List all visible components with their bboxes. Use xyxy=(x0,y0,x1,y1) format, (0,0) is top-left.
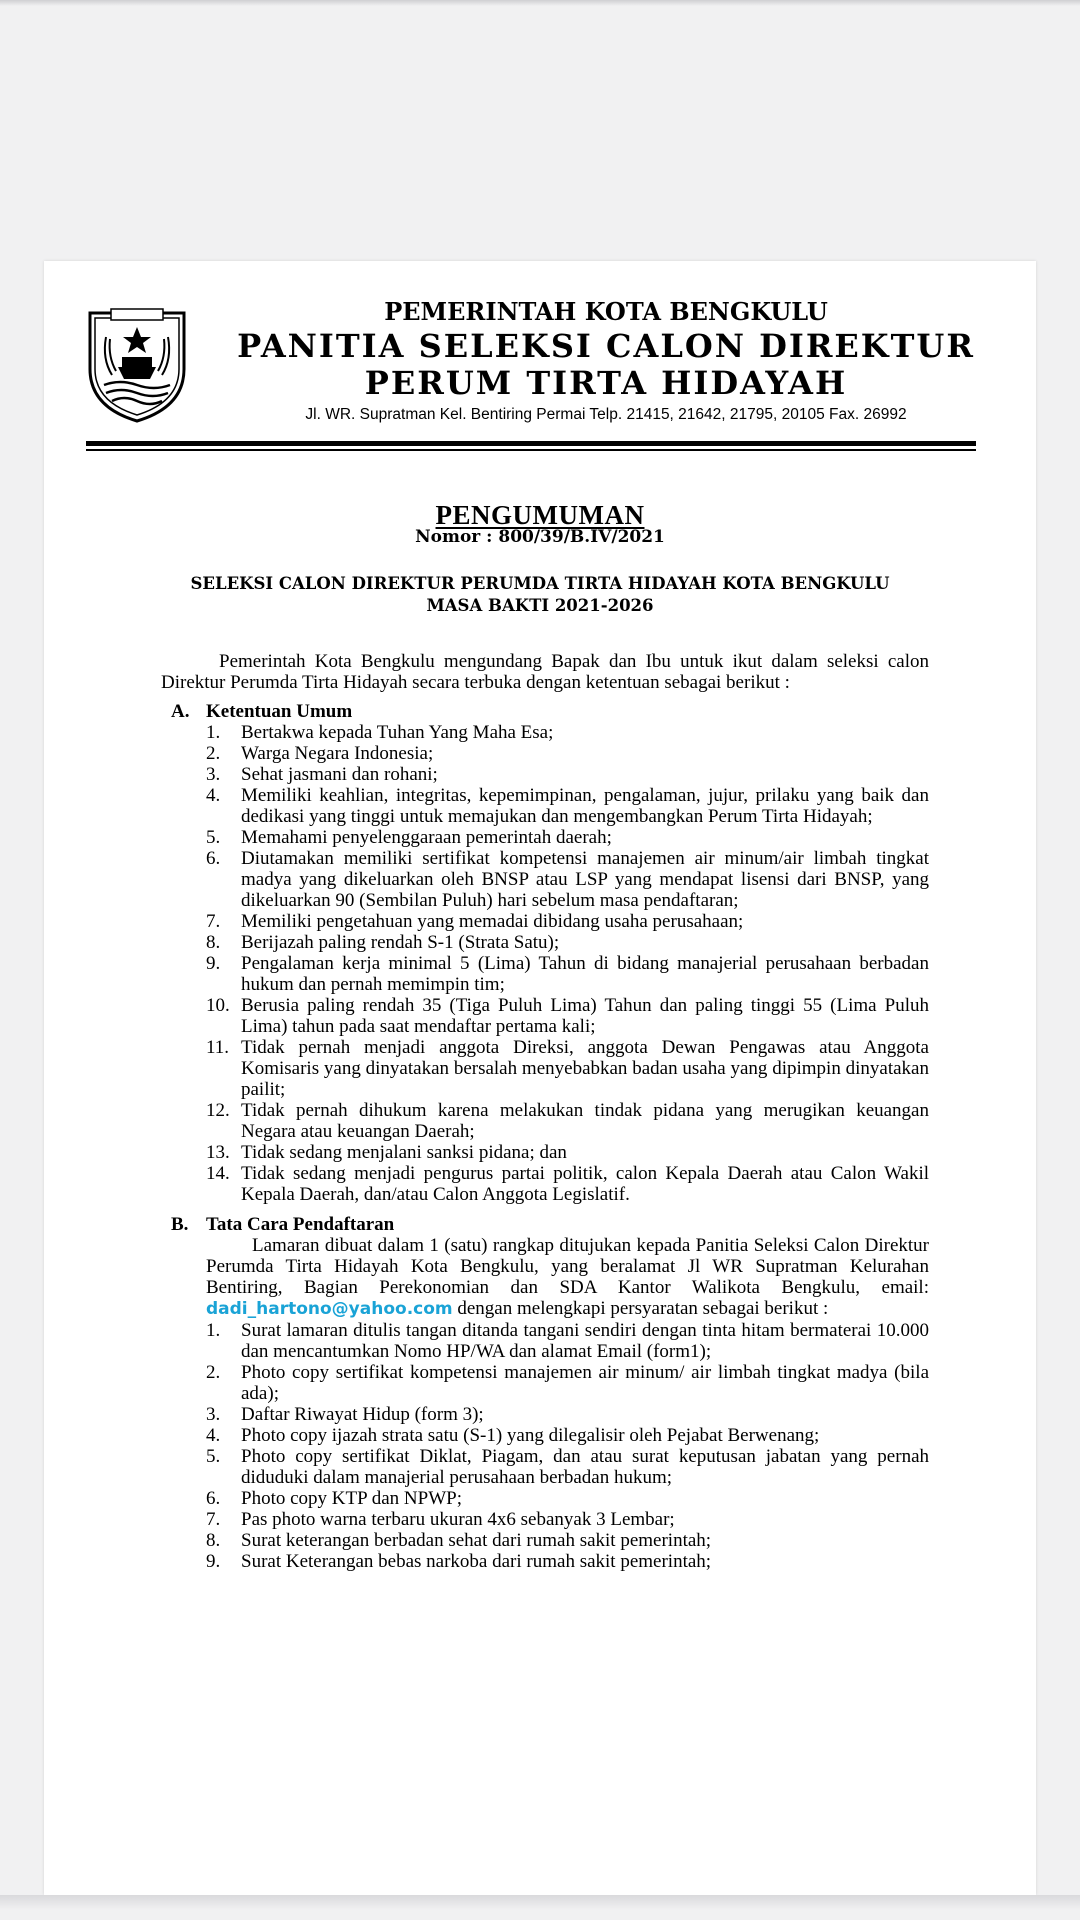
list-item-text: Berusia paling rendah 35 (Tiga Puluh Lima) Tahun dan paling tinggi 55 (Lima Puluh Lima) tahun pada saat mendaftar pertama kali; xyxy=(241,995,929,1037)
list-item-text: Tidak sedang menjalani sanksi pidana; dan xyxy=(241,1142,567,1163)
list-item-number: 9. xyxy=(206,953,221,974)
letterhead-address: Jl. WR. Supratman Kel. Bentiring Permai Telp. 21415, 21642, 21795, 20105 Fax. 26992 xyxy=(305,406,907,423)
list-item-number: 6. xyxy=(206,1488,221,1509)
list-item-text: Pas photo warna terbaru ukuran 4x6 sebanyak 3 Lembar; xyxy=(241,1509,675,1530)
list-item xyxy=(161,1163,929,1205)
subject-line-1: SELEKSI CALON DIREKTUR PERUMDA TIRTA HIDAYAH KOTA BENGKULU xyxy=(190,574,890,593)
list-item xyxy=(161,953,929,995)
list-item xyxy=(161,848,929,911)
list-item-text: Photo copy ijazah strata satu (S-1) yang dilegalisir oleh Pejabat Berwenang; xyxy=(241,1425,820,1446)
list-item xyxy=(161,1551,929,1572)
list-item-number: 10. xyxy=(206,995,230,1016)
list-item xyxy=(161,743,929,764)
list-item-number: 11. xyxy=(206,1037,230,1058)
city-emblem-logo xyxy=(84,299,190,425)
list-item xyxy=(161,932,929,953)
list-item-text: Pengalaman kerja minimal 5 (Lima) Tahun di bidang manajerial perusahaan berbadan hukum dan pernah memimpin tim; xyxy=(241,953,929,995)
list-item-text: Daftar Riwayat Hidup (form 3); xyxy=(241,1404,484,1425)
letterhead-committee: PANITIA SELEKSI CALON DIREKTUR xyxy=(237,327,975,365)
list-item-number: 8. xyxy=(206,932,221,953)
list-item-number: 2. xyxy=(206,1362,221,1383)
viewer-top-shadow xyxy=(0,0,1080,6)
document-body xyxy=(161,651,929,1572)
list-item-text: Photo copy KTP dan NPWP; xyxy=(241,1488,462,1509)
section-a-heading xyxy=(161,701,929,722)
section-a-title: Ketentuan Umum xyxy=(206,701,353,722)
list-item xyxy=(161,722,929,743)
letterhead-rule-thick xyxy=(86,441,976,446)
list-item-text: Diutamakan memiliki sertifikat kompetensi manajemen air minum/air limbah tingkat madya yang dikeluarkan oleh BNSP atau LSP yang mendapat lisensi dari BNSP, yang dikeluarkan 90 (Sembilan Puluh) hari sebelum masa pendaftaran; xyxy=(241,848,929,911)
announcement-number: Nomor : 800/39/B.IV/2021 xyxy=(415,527,665,547)
list-item-text: Tidak sedang menjadi pengurus partai politik, calon Kepala Daerah atau Calon Wakil Kepala Daerah, dan/atau Calon Anggota Legislatif. xyxy=(241,1163,929,1205)
list-item-text: Memahami penyelenggaraan pemerintah daerah; xyxy=(241,827,612,848)
intro-paragraph: Pemerintah Kota Bengkulu mengundang Bapak dan Ibu untuk ikut dalam seleksi calon Direktur Perumda Tirta Hidayah secara terbuka dengan ketentuan sebagai berikut : xyxy=(161,651,929,693)
section-b-title: Tata Cara Pendaftaran xyxy=(206,1214,395,1235)
list-item-text: Memiliki keahlian, integritas, kepemimpinan, pengalaman, jujur, prilaku yang baik dan dedikasi yang tinggi untuk memajukan dan mengembangkan Perum Tirta Hidayah; xyxy=(241,785,929,827)
subject-line-2: MASA BAKTI 2021-2026 xyxy=(426,596,654,615)
list-item-number: 12. xyxy=(206,1100,230,1121)
list-item xyxy=(161,1425,929,1446)
list-item-text: Photo copy sertifikat Diklat, Piagam, dan atau surat keputusan jabatan yang pernah diduduki dalam manajerial perusahaan berbadan hukum; xyxy=(241,1446,929,1488)
list-item xyxy=(161,1100,929,1142)
list-item-number: 9. xyxy=(206,1551,221,1572)
document-page[interactable] xyxy=(44,261,1036,1895)
list-item xyxy=(161,1142,929,1163)
viewer-bottom-shadow xyxy=(0,1895,1080,1920)
list-item-text: Surat Keterangan bebas narkoba dari rumah sakit pemerintah; xyxy=(241,1551,712,1572)
list-item-text: Sehat jasmani dan rohani; xyxy=(241,764,438,785)
list-item-number: 3. xyxy=(206,764,221,785)
list-item-number: 8. xyxy=(206,1530,221,1551)
letterhead-government: PEMERINTAH KOTA BENGKULU xyxy=(384,297,828,326)
section-b-list xyxy=(161,1320,929,1572)
list-item-text: Surat lamaran ditulis tangan ditanda tangani sendiri dengan tinta hitam bermaterai 10.000 dan mencantumkan Nomo HP/WA dan alamat Email (form1); xyxy=(241,1320,929,1362)
list-item-number: 5. xyxy=(206,1446,221,1467)
list-item-number: 3. xyxy=(206,1404,221,1425)
section-a-list xyxy=(161,722,929,1205)
list-item-number: 1. xyxy=(206,1320,221,1341)
list-item-number: 2. xyxy=(206,743,221,764)
section-a-letter: A. xyxy=(171,701,190,722)
list-item xyxy=(161,1320,929,1362)
list-item-text: Surat keterangan berbadan sehat dari rumah sakit pemerintah; xyxy=(241,1530,712,1551)
list-item xyxy=(161,1530,929,1551)
list-item xyxy=(161,785,929,827)
section-b-letter: B. xyxy=(171,1214,189,1235)
list-item-number: 14. xyxy=(206,1163,230,1184)
list-item-text: Bertakwa kepada Tuhan Yang Maha Esa; xyxy=(241,722,554,743)
list-item xyxy=(161,911,929,932)
list-item-text: Memiliki pengetahuan yang memadai dibidang usaha perusahaan; xyxy=(241,911,744,932)
list-item xyxy=(161,1037,929,1100)
list-item xyxy=(161,1488,929,1509)
list-item-text: Warga Negara Indonesia; xyxy=(241,743,434,764)
list-item xyxy=(161,995,929,1037)
list-item xyxy=(161,764,929,785)
letterhead-company: PERUM TIRTA HIDAYAH xyxy=(364,364,848,402)
section-b-paragraph: Lamaran dibuat dalam 1 (satu) rangkap ditujukan kepada Panitia Seleksi Calon Direktur Perumda Tirta Hidayah Kota Bengkulu, yang beralamat Jl WR Supratman Kelurahan Bentiring, Bagian Perekonomian dan SDA Kantor Walikota Bengkulu, email: dadi_hartono@yahoo.com dengan melengkapi persyaratan sebagai berikut : xyxy=(206,1235,929,1319)
email-link[interactable]: dadi_hartono@yahoo.com xyxy=(206,1299,453,1319)
section-b-heading xyxy=(161,1214,929,1235)
list-item xyxy=(161,1404,929,1425)
list-item-number: 6. xyxy=(206,848,221,869)
list-item-text: Tidak pernah menjadi anggota Direksi, anggota Dewan Pengawas atau Anggota Komisaris yang dinyatakan bersalah menyebabkan badan usaha yang dipimpin dinyatakan pailit; xyxy=(241,1037,929,1100)
list-item xyxy=(161,827,929,848)
list-item-number: 4. xyxy=(206,785,221,806)
list-item-number: 7. xyxy=(206,911,221,932)
announcement-title: PENGUMUMAN xyxy=(435,500,645,530)
list-item xyxy=(161,1509,929,1530)
list-item-text: Photo copy sertifikat kompetensi manajemen air minum/ air limbah tingkat madya (bila ada); xyxy=(241,1362,929,1404)
list-item xyxy=(161,1446,929,1488)
list-item xyxy=(161,1362,929,1404)
letterhead-rule-thin xyxy=(86,449,976,451)
list-item-number: 4. xyxy=(206,1425,221,1446)
list-item-text: Berijazah paling rendah S-1 (Strata Satu); xyxy=(241,932,560,953)
list-item-number: 7. xyxy=(206,1509,221,1530)
list-item-number: 5. xyxy=(206,827,221,848)
announcement-subject xyxy=(44,573,1036,617)
list-item-number: 1. xyxy=(206,722,221,743)
list-item-text: Tidak pernah dihukum karena melakukan tindak pidana yang merugikan keuangan Negara atau keuangan Daerah; xyxy=(241,1100,929,1142)
list-item-number: 13. xyxy=(206,1142,230,1163)
